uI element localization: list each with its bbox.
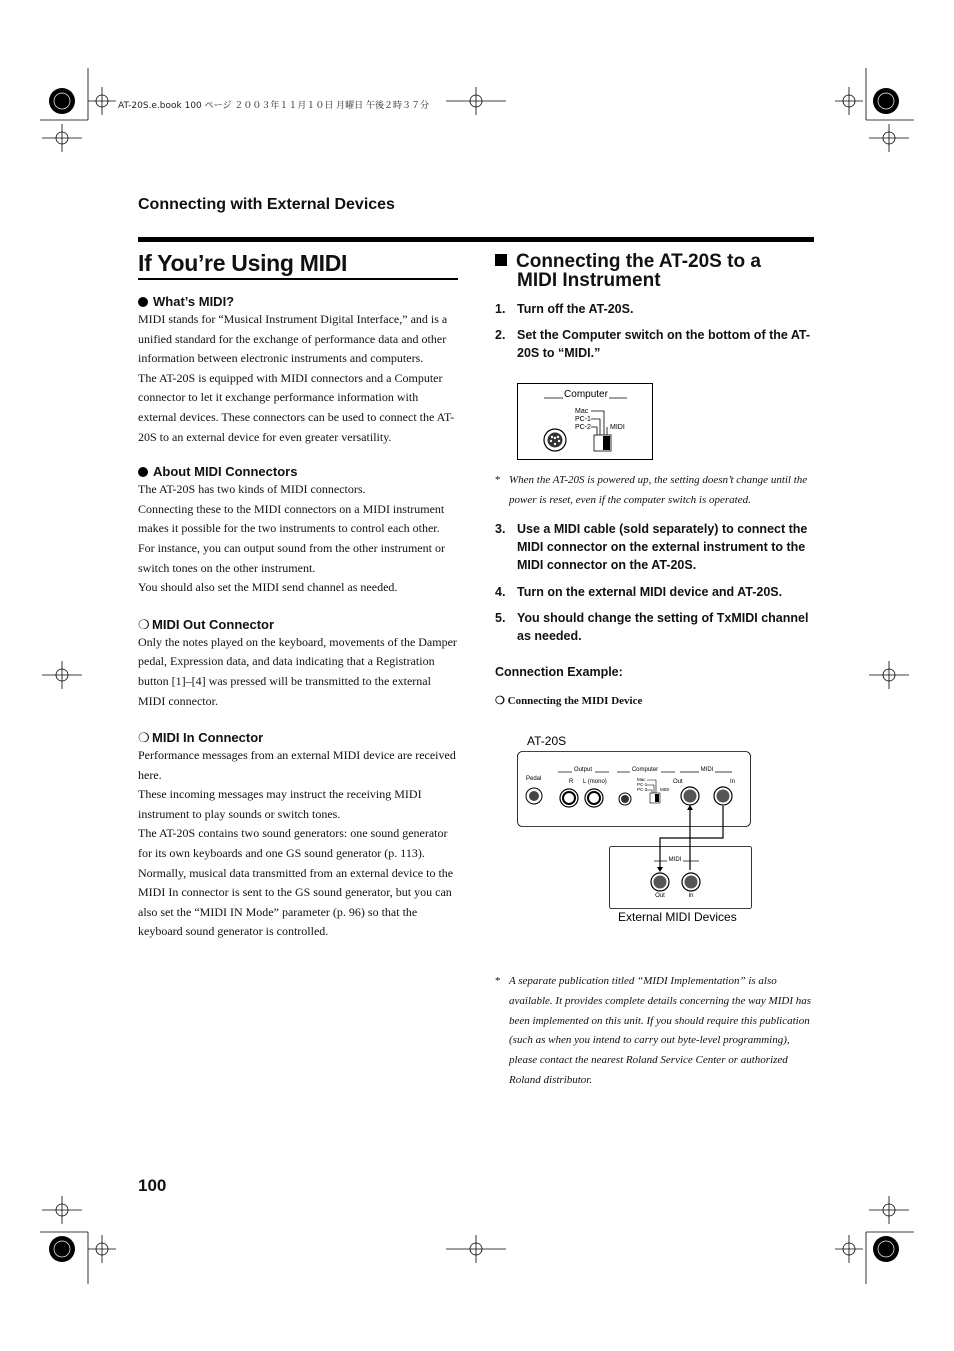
paragraph: MIDI stands for “Musical Instrument Digital Interface,” and is a unified standard for the exchange of performance data and other information between electronic instruments and computers. <box>138 312 448 366</box>
pc2-label: PC-2 <box>575 424 591 431</box>
paragraph: The AT-20S is equipped with MIDI connectors and a Computer connector to let it exchange performance information with external devices. These connectors can be used to connect the AT-20S to an external device for even greater versatility. <box>138 370 455 444</box>
midi-out-connector-icon <box>681 787 699 805</box>
external-device-panel <box>610 847 752 909</box>
about-connectors-heading: About MIDI Connectors <box>138 464 458 480</box>
bullet-icon <box>138 297 148 307</box>
output-label: Output <box>573 767 593 773</box>
l-mono-label: L (mono) <box>583 779 607 785</box>
midi-out-heading: ❍ MIDI Out Connector <box>138 616 275 632</box>
mac-label: Mac <box>637 777 646 782</box>
paragraph: These incoming messages may instruct the receiving MIDI instrument to play sounds or switch tones. <box>138 787 422 821</box>
note-power: * When the AT-20S is powered up, the setting doesn’t change until the power is reset, even if the computer switch is operated. <box>495 474 808 506</box>
section-label: Connecting with External Devices <box>138 196 395 213</box>
paragraph: Connecting these to the MIDI connectors on a MIDI instrument makes it possible for the two instruments to control each other. <box>138 501 445 536</box>
step-2: 2. Set the Computer switch on the bottom of the AT-20S to “MIDI.” <box>495 328 811 360</box>
step-5: 5. You should change the setting of TxMIDI channel as needed. <box>495 611 809 643</box>
paragraph: The AT-20S has two kinds of MIDI connectors. <box>138 482 366 497</box>
midi-label: MIDI <box>700 767 714 773</box>
top-rule <box>138 237 814 242</box>
open-circle-bullet-icon: ❍ <box>138 730 150 746</box>
external-midi-devices-label: External MIDI Devices <box>618 910 737 924</box>
open-circle-bullet-icon: ❍ <box>138 616 150 632</box>
in-label: In <box>730 779 736 785</box>
square-bullet-icon <box>495 254 507 266</box>
pc1-label: PC-1 <box>637 782 648 787</box>
at20s-panel <box>518 752 751 827</box>
page-title: If You’re Using MIDI <box>138 250 348 276</box>
page-number: 100 <box>138 1176 167 1195</box>
computer-jack-icon <box>619 793 631 805</box>
computer-label: Computer <box>631 767 659 773</box>
pedal-jack-icon <box>526 788 542 804</box>
open-circle-bullet-icon: ❍ <box>495 695 508 707</box>
din-connector-icon <box>544 429 566 451</box>
out-label: Out <box>673 779 683 785</box>
r-label: R <box>569 779 574 785</box>
paragraph: For instance, you can output sound from the other instrument or switch tones on the other instrument. <box>138 540 445 575</box>
ext-midi-label: MIDI <box>668 857 682 863</box>
note-midi-implementation: * A separate publication titled “MIDI Implementation” is also available. It provides complete details concerning the way MIDI has been implemented on this unit. If you should require this publication (such as when you intend to carry out byte-level programming), please contact the nearest Roland Service Center or authorized Roland distributor. <box>495 975 812 1086</box>
print-header: AT-20S.e.book 100 ページ ２００３年１１月１０日 月曜日 午後２時３７分 <box>118 101 430 111</box>
ext-in-label: In <box>688 893 694 899</box>
paragraph: You should also set the MIDI send channel as needed. <box>138 580 398 595</box>
output-l-jack-icon <box>585 789 603 807</box>
computer-switch-figure <box>517 383 654 461</box>
step-3: 3. Use a MIDI cable (sold separately) to connect the MIDI connector on the external instrument to the MIDI connector on the AT-20S. <box>495 522 808 572</box>
step-1: 1. Turn off the AT-20S. <box>495 302 634 316</box>
paragraph: Only the notes played on the keyboard, movements of the Damper pedal, Expression data, and data indicating that a Registration button [1]–[4] was pressed will be transmitted to the external MIDI connector. <box>138 634 457 708</box>
midi-in-heading: ❍ MIDI In Connector <box>138 730 264 746</box>
ext-midi-in-connector-icon <box>682 873 700 891</box>
left-column <box>138 294 458 942</box>
reg-mark <box>88 87 116 115</box>
paragraph: Performance messages from an external MIDI device are received here. <box>138 748 456 782</box>
connection-diagram <box>517 730 757 930</box>
switch-slider <box>603 436 610 450</box>
mac-label: Mac <box>575 408 589 415</box>
bullet-icon <box>138 467 148 477</box>
pc2-label: PC-2 <box>637 787 648 792</box>
section-heading: Connecting the AT-20S to a MIDI Instrument <box>495 252 815 290</box>
step-4: 4. Turn on the external MIDI device and AT-20S. <box>495 585 783 599</box>
midi-in-connector-icon <box>714 787 732 805</box>
at20s-label: AT-20S <box>527 734 567 748</box>
midi-switch-label: MIDI <box>660 787 670 792</box>
computer-label: Computer <box>564 389 608 400</box>
pc1-label: PC-1 <box>575 416 591 423</box>
midi-label: MIDI <box>610 424 625 431</box>
paragraph: The AT-20S contains two sound generators: one sound generator for its own keyboards and one GS sound generator (p. 113). Normally, musical data transmitted from an external device to the MIDI In connector is sent to the GS sound generator, but you can also set the “MIDI IN Mode” parameter (p. 96) so that the keyboard sound generator is controlled. <box>138 826 454 939</box>
whats-midi-heading: What’s MIDI? <box>138 294 458 310</box>
ext-out-label: Out <box>655 893 665 899</box>
connection-example-heading: Connection Example: <box>495 665 623 679</box>
connecting-midi-device-label: ❍ Connecting the MIDI Device <box>495 695 643 707</box>
pedal-label: Pedal <box>526 776 542 782</box>
title-underline <box>138 278 458 280</box>
ext-midi-out-connector-icon <box>651 873 669 891</box>
output-r-jack-icon <box>560 789 578 807</box>
